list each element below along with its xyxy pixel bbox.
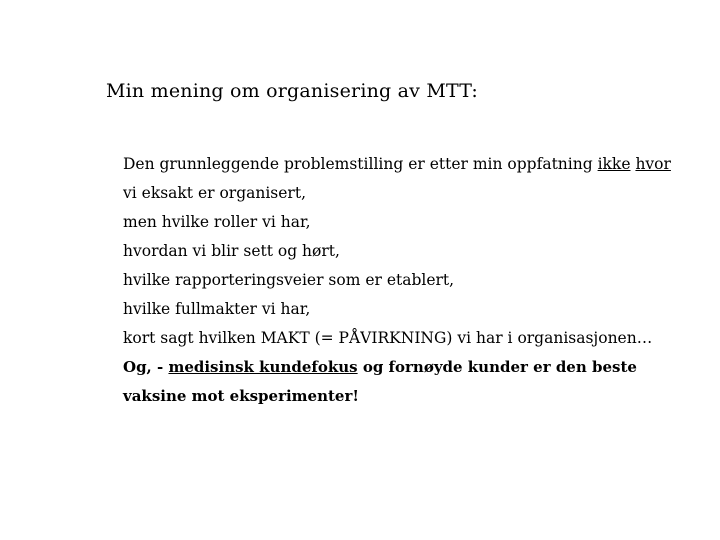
text-segment: vi eksakt er organisert, xyxy=(123,184,306,202)
paragraph-authority: hvilke fullmakter vi har, xyxy=(123,300,311,318)
text-segment: Og, - xyxy=(123,358,169,376)
emphasis-customer-focus: medisinsk kundefokus xyxy=(168,358,358,376)
emphasis-ikke: ikke xyxy=(597,155,631,173)
text-segment: og fornøyde kunder er den beste vaksine mot eksperimenter! xyxy=(123,358,637,405)
paragraph-conclusion xyxy=(123,353,683,411)
paragraph-visibility: hvordan vi blir sett og hørt, xyxy=(123,242,340,260)
text-segment: Den grunnleggende problemstilling er etter min oppfatning xyxy=(123,155,598,173)
paragraph-power: kort sagt hvilken MAKT (= PÅVIRKNING) vi har i organisasjonen… xyxy=(123,329,653,347)
paragraph-roles: men hvilke roller vi har, xyxy=(123,213,311,231)
emphasis-hvor: hvor xyxy=(635,155,671,173)
slide-title: Min mening om organisering av MTT: xyxy=(106,80,479,102)
paragraph-reporting: hvilke rapporteringsveier som er etablert, xyxy=(123,271,455,289)
slide-body xyxy=(123,150,683,411)
paragraph-problem-statement xyxy=(123,150,683,208)
